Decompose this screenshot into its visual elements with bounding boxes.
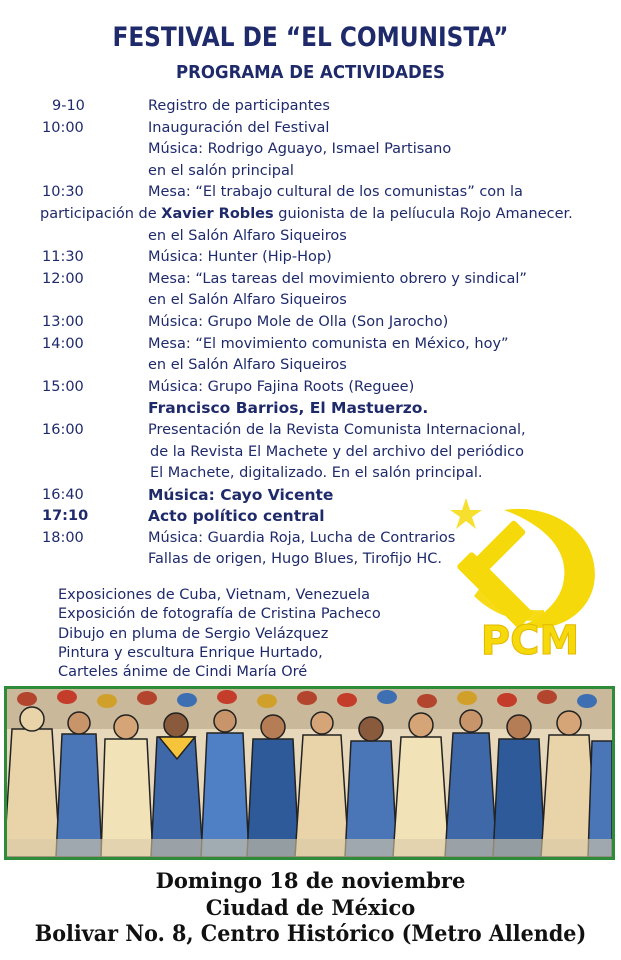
schedule-time: 14:00 [42,335,84,352]
schedule-row [0,96,621,118]
schedule-activity: Música: Grupo Mole de Olla (Son Jarocho) [148,313,449,330]
schedule-activity: en el Salón Alfaro Siqueiros [148,292,347,309]
hammer-sickle-star-icon [450,498,595,629]
schedule-text: guionista de la pelíucula Rojo Amanecer. [273,205,573,222]
event-address: Bolivar No. 8, Centro Histórico (Metro Allende) [34,921,587,947]
schedule-time: 13:00 [42,313,84,330]
schedule-row [0,226,621,248]
schedule-activity: Música: Grupo Fajina Roots (Reguee) [148,378,415,395]
schedule-activity: Música: Rodrigo Aguayo, Ismael Partisano [148,141,452,158]
schedule-time: 10:30 [42,184,84,201]
schedule-activity: Mesa: “El trabajo cultural de los comunistas” con la [148,184,523,201]
schedule-row [0,355,621,377]
schedule-activity: Mesa: “Las tareas del movimiento obrero y sindical” [148,270,527,287]
exhibitions-list [58,586,381,682]
schedule-row [0,442,621,464]
schedule-activity: Música: Guardia Roja, Lucha de Contrarios [148,529,456,546]
schedule-activity [40,204,573,226]
schedule-time: 10:00 [42,119,84,136]
schedule-activity: en el salón principal [148,162,294,179]
workers-mural [4,686,615,860]
schedule-activity: en el Salón Alfaro Siqueiros [148,227,347,244]
event-city: Ciudad de México [205,895,416,920]
schedule-row [0,377,621,399]
schedule-row [0,182,621,204]
exhibition-item: Exposiciones de Cuba, Vietnam, Venezuela [58,587,371,603]
schedule-activity: Registro de participantes [148,98,330,114]
schedule-time: 15:00 [42,378,84,395]
exhibition-item: Exposición de fotografía de Cristina Pacheco [58,606,381,623]
schedule-time: 11:30 [42,249,84,266]
schedule-row [0,139,621,161]
schedule-row [0,247,621,269]
schedule-row [0,204,621,226]
schedule-activity: Acto político central [148,507,325,526]
schedule-activity: de la Revista El Machete y del archivo del periódico [150,443,524,460]
schedule-activity: en el Salón Alfaro Siqueiros [148,357,347,374]
schedule-row [0,420,621,442]
schedule-row [0,312,621,334]
schedule-activity: Mesa: “El movimiento comunista en México, hoy” [148,335,509,352]
schedule-row [0,161,621,183]
schedule-time: 12:00 [42,270,84,287]
schedule-activity: Francisco Barrios, El Mastuerzo. [148,399,429,418]
schedule-time: 17:10 [42,508,89,525]
schedule-activity: El Machete, digitalizado. En el salón principal. [150,465,483,482]
schedule-time: 9-10 [52,98,85,114]
schedule-text: participación de [40,205,162,222]
workers-march-illustration [7,689,612,857]
exhibition-item: Dibujo en pluma de Sergio Velázquez [58,625,329,642]
schedule-time: 16:00 [42,421,84,438]
logo-text: PCM [480,618,580,664]
schedule-row [0,269,621,291]
speaker-name: Xavier Robles [161,205,274,222]
exhibition-item: Carteles ánime de Cindi María Oré [58,664,308,681]
schedule-activity: Inauguración del Festival [148,119,330,136]
schedule-row [0,118,621,140]
event-date: Domingo 18 de noviembre [155,868,466,893]
schedule-activity: Presentación de la Revista Comunista Internacional, [148,421,526,438]
schedule-row [0,290,621,312]
schedule-row [0,398,621,420]
schedule-activity: Música: Hunter (Hip-Hop) [148,249,332,266]
schedule-time: 18:00 [42,529,84,546]
schedule-row [0,334,621,356]
schedule-time: 16:40 [42,486,84,503]
pcm-logo [444,488,614,668]
exhibition-item: Pintura y escultura Enrique Hurtado, [58,644,323,661]
poster-subtitle: PROGRAMA DE ACTIVIDADES [176,62,445,83]
schedule-activity: Música: Cayo Vicente [148,485,334,504]
schedule-activity: Fallas de origen, Hugo Blues, Tirofijo HC. [148,551,443,568]
poster-title: FESTIVAL DE “EL COMUNISTA” [112,22,509,53]
schedule-row [0,463,621,485]
